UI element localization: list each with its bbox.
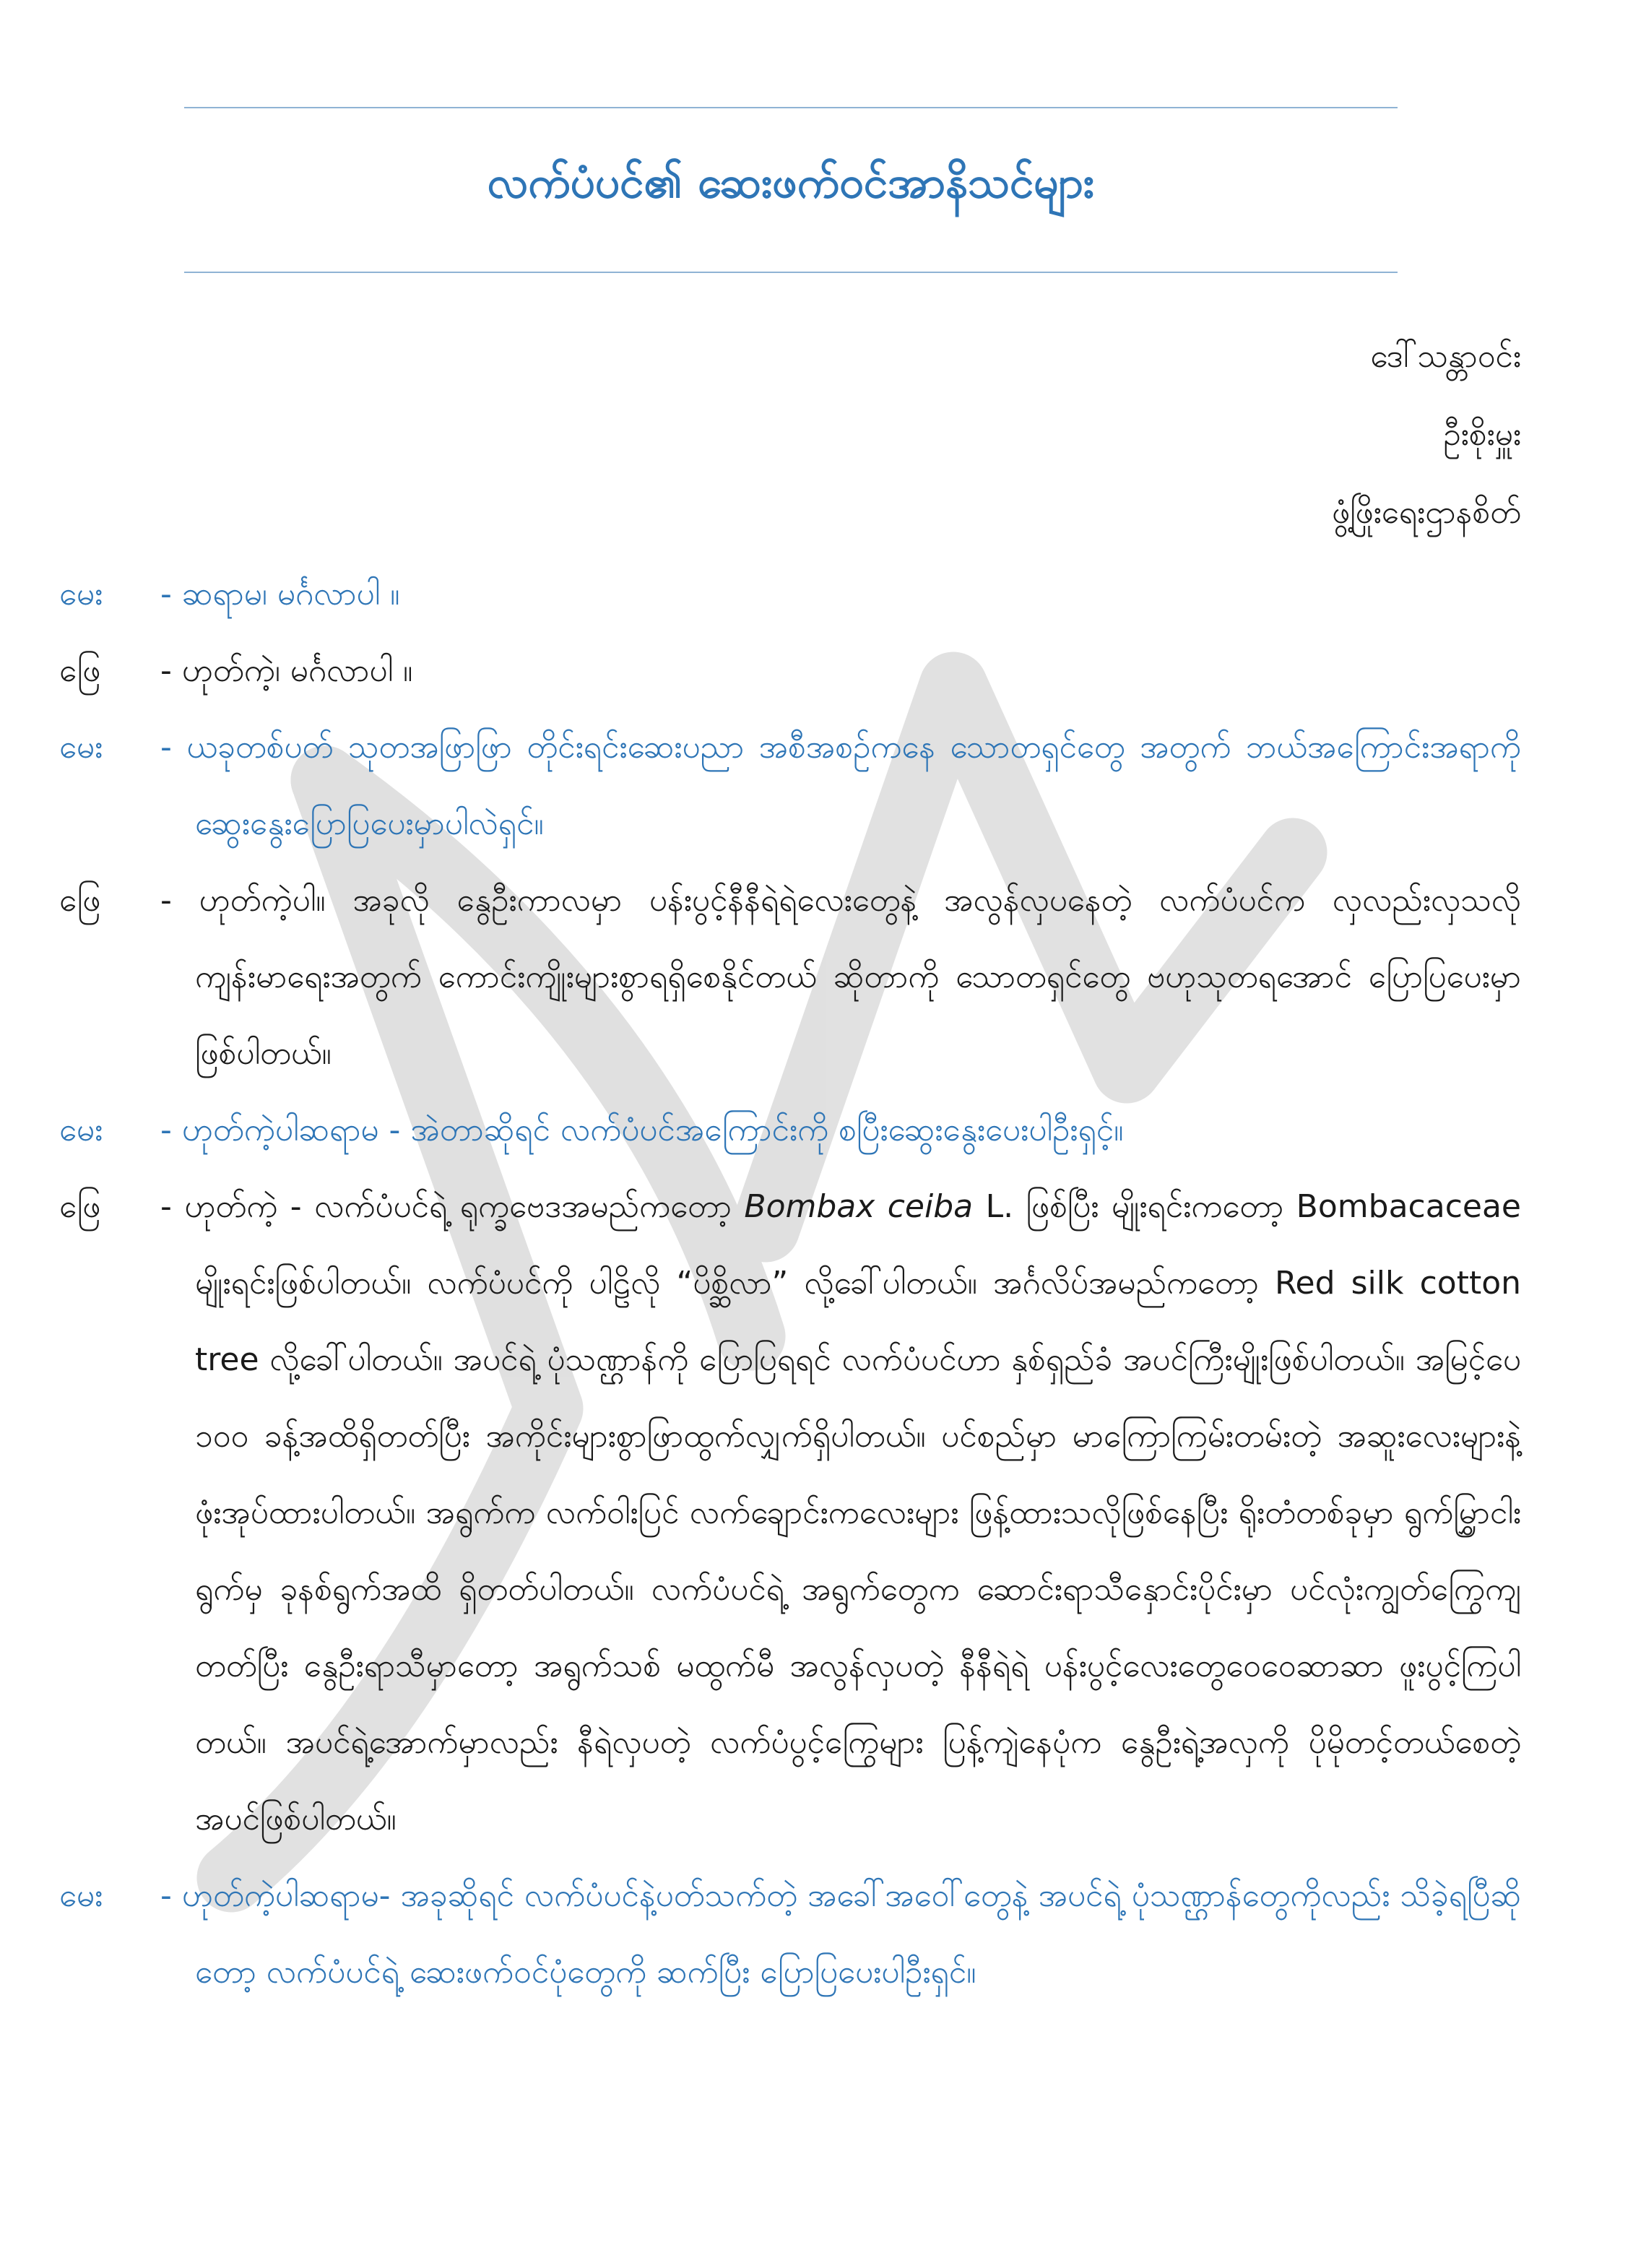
author-name: ဦးစိုးမှူး <box>1443 416 1521 453</box>
question-text: - ယခုတစ်ပတ် သုတအဖြာဖြာ တိုင်းရင်းဆေးပညာ အစီအစဉ်ကနေ သောတရှင်တွေ အတွက် ဘယ်အကြောင်းအရာကို ဆွေးနွေးပြောပြပေးမှာပါလဲရှင်။ <box>160 729 1521 842</box>
answer-entry <box>59 633 1521 709</box>
document-title: လက်ပံပင်၏ ဆေးဖက်ဝင်အာနိသင်များ <box>487 157 1095 208</box>
top-divider <box>184 107 1398 108</box>
author-block <box>1332 318 1521 552</box>
question-text: - ဟုတ်ကဲ့ပါဆရာမ - အဲတာဆိုရင် လက်ပံပင်အကြောင်းကို စပြီးဆွေးနွေးပေးပါဦးရှင့်။ <box>160 1112 1124 1148</box>
speaker-label: ဖြေ <box>59 882 101 919</box>
question-entry <box>59 709 1521 862</box>
scientific-name: Bombax ceiba <box>744 1188 974 1225</box>
interview-transcript <box>59 556 1521 2011</box>
answer-text <box>160 1169 1521 1858</box>
answer-entry <box>59 1169 1521 1858</box>
speaker-label: မေး <box>59 729 103 766</box>
answer-text: - ဟုတ်ကဲ့ပါ။ အခုလို နွေဦးကာလမှာ ပန်းပွင့်နီနီရဲရဲလေးတွေနဲ့ အလွန်လှပနေတဲ့ လက်ပံပင်က လှလည်းလှသလို ကျန်းမာရေးအတွက် ကောင်းကျိုးများစွာရရှိစေနိုင်တယ် ဆိုတာကို သောတရှင်တွေ ဗဟုသုတရအောင် ပြောပြပေးမှာဖြစ်ပါတယ်။ <box>160 882 1521 1072</box>
answer-entry <box>59 862 1521 1092</box>
author-name: ဒေါ်သန္တာဝင်း <box>1370 338 1521 375</box>
answer-text: - ဟုတ်ကဲ့၊ မင်္ဂလာပါ ။ <box>160 652 413 689</box>
question-entry <box>59 1092 1521 1169</box>
author-affiliation: ဖွံ့ဖြိုးရေးဌာနစိတ် <box>1331 494 1521 531</box>
speaker-label: ဖြေ <box>59 1188 101 1225</box>
speaker-label: မေး <box>59 1112 103 1148</box>
answer-text-part: L. ဖြစ်ပြီး မျိုးရင်းကတော့ Bombacaceae မျိုးရင်းဖြစ်ပါတယ်။ လက်ပံပင်ကို ပါဠိလို “ပိစ္ဆိလာ” လို့ခေါ်ပါတယ်။ အင်္ဂလိပ်အမည်ကတော့ Red silk cotton tree လို့ခေါ်ပါတယ်။ အပင်ရဲ့ ပုံသဏ္ဌာန်ကို ပြောပြရရင် လက်ပံပင်ဟာ နှစ်ရှည်ခံ အပင်ကြီးမျိုးဖြစ်ပါတယ်။ အမြင့်ပေ ၁၀၀ ခန့်အထိရှိတတ်ပြီး အကိုင်းများစွာဖြာထွက်လျှက်ရှိပါတယ်။ ပင်စည်မှာ မာကြောကြမ်းတမ်းတဲ့ အဆူးလေးများနဲ့ ဖုံးအုပ်ထားပါတယ်။ အရွက်က လက်ဝါးပြင် လက်ချောင်းကလေးများ ဖြန့်ထားသလိုဖြစ်နေပြီး ရိုးတံတစ်ခုမှာ ရွက်မြွှာငါးရွက်မှ ခုနစ်ရွက်အထိ ရှိတတ်ပါတယ်။ လက်ပံပင်ရဲ့ အရွက်တွေက ဆောင်းရာသီနှောင်းပိုင်းမှာ ပင်လုံးကျွတ်ကြွေကျတတ်ပြီး နွေဦးရာသီမှာတော့ အရွက်သစ် မထွက်မီ အလွန်လှပတဲ့ နီနီရဲရဲ ပန်းပွင့်လေးတွေဝေဝေဆာဆာ ဖူးပွင့်ကြပါတယ်။ အပင်ရဲ့အောက်မှာလည်း နီရဲလှပတဲ့ လက်ပံပွင့်ကြွေများ ပြန့်ကျဲနေပုံက နွေဦးရဲ့အလှကို ပိုမိုတင့်တယ်စေတဲ့ အပင်ဖြစ်ပါတယ်။ <box>195 1188 1521 1838</box>
answer-text-part: - ဟုတ်ကဲ့ - လက်ပံပင်ရဲ့ ရုက္ခဗေဒအမည်ကတော့ <box>160 1188 745 1225</box>
question-text: - ဆရာမ၊ မင်္ဂလာပါ ။ <box>160 576 400 613</box>
bottom-divider <box>184 272 1398 273</box>
question-text: - ဟုတ်ကဲ့ပါဆရာမ- အခုဆိုရင် လက်ပံပင်နဲ့ပတ်သက်တဲ့ အခေါ်အဝေါ်တွေနဲ့ အပင်ရဲ့ ပုံသဏ္ဌာန်တွေကိုလည်း သိခဲ့ရပြီဆိုတော့ လက်ပံပင်ရဲ့ ဆေးဖက်ဝင်ပုံတွေကို ဆက်ပြီး ပြောပြပေးပါဦးရှင်။ <box>160 1877 1521 1991</box>
speaker-label: ဖြေ <box>59 652 101 689</box>
question-entry <box>59 1858 1521 2011</box>
speaker-label: မေး <box>59 576 103 613</box>
question-entry <box>59 556 1521 633</box>
speaker-label: မေး <box>59 1877 103 1914</box>
